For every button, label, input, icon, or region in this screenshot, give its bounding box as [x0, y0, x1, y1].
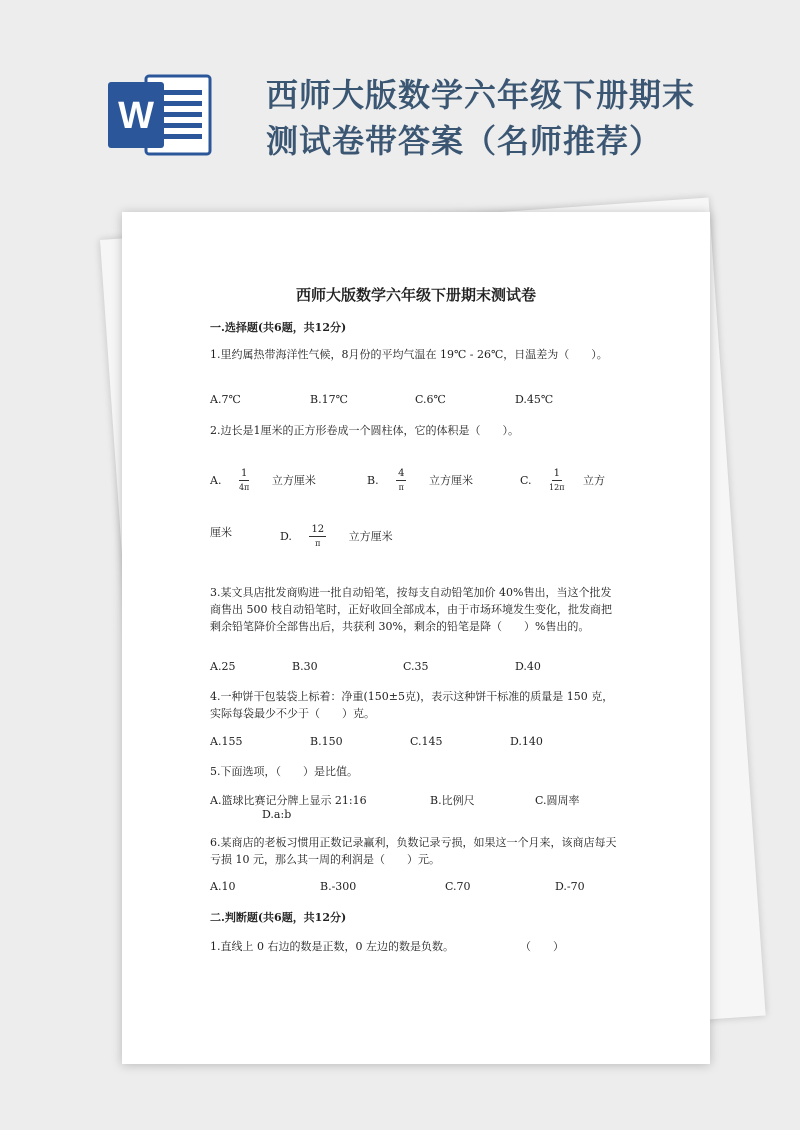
question-1-6: 6.某商店的老板习惯用正数记录赢利，负数记录亏损，如果这一个月来，该商店每天亏损 10 元，那么其一周的利润是（ ）元。 — [210, 836, 617, 866]
q2-c-label: C. — [520, 474, 532, 487]
q1-option-b: B.17℃ — [310, 393, 348, 406]
section1-heading: 一.选择题(共6题，共12分) — [210, 321, 347, 334]
q4-option-b: B.150 — [310, 735, 343, 748]
question-1-4: 4.一种饼干包装袋上标着：净重(150±5克)，表示这种饼干标准的质量是 150 克，实际每袋最少不少于（ ）克。 — [210, 690, 614, 720]
q6-option-a: A.10 — [210, 880, 236, 893]
q3-option-a: A.25 — [210, 660, 236, 673]
q2-a-unit: 立方厘米 — [271, 474, 316, 487]
banner-title-line1: 西师大版数学六年级下册期末 — [266, 76, 696, 114]
q6-option-d: D.-70 — [555, 880, 585, 893]
q2-c-unit-part1: 立方 — [582, 474, 605, 487]
q2-a-label: A. — [210, 474, 222, 487]
q2-d-denominator: π — [315, 539, 321, 548]
q4-option-a: A.155 — [210, 735, 243, 748]
q6-option-c: C.70 — [445, 880, 471, 893]
q2-option-b — [367, 468, 473, 494]
q2-b-unit: 立方厘米 — [428, 474, 473, 487]
q3-option-d: D.40 — [515, 660, 541, 673]
banner-title-line2: 测试卷带答案（名师推荐） — [266, 122, 663, 160]
q1-option-a: A.7℃ — [210, 393, 241, 406]
q1-option-c: C.6℃ — [415, 393, 446, 406]
q5-option-a: A.篮球比赛记分牌上显示 21:16 — [210, 794, 367, 807]
q1-option-d: D.45℃ — [515, 393, 554, 406]
q2-b-denominator: π — [398, 483, 404, 492]
question-1-3: 3.某文具店批发商购进一批自动铅笔，按每支自动铅笔加价 40%售出，当这个批发商售出 500 枝自动铅笔时，正好收回全部成本，由于市场环境发生变化，批发商把剩余铅笔降价全部售出后，共获利 30%，剩余的铅笔是降（ ）%售出的。 — [210, 586, 612, 633]
q3-option-c: C.35 — [403, 660, 429, 673]
q2-c-unit-part2: 厘米 — [210, 526, 232, 539]
q3-option-b: B.30 — [292, 660, 318, 673]
q2-c-fraction — [549, 468, 564, 494]
document-page — [122, 212, 710, 1064]
q6-option-b: B.-300 — [320, 880, 357, 893]
q4-option-c: C.145 — [410, 735, 443, 748]
document-title: 西师大版数学六年级下册期末测试卷 — [295, 286, 536, 304]
question-1-1: 1.里约属热带海洋性气候，8月份的平均气温在 19℃ - 26℃，日温差为（ ）。 — [210, 348, 608, 361]
q2-option-c — [520, 468, 605, 494]
q5-option-b: B.比例尺 — [430, 794, 475, 807]
q2-b-fraction — [396, 468, 406, 494]
question-1-2: 2.边长是1厘米的正方形卷成一个圆柱体，它的体积是（ ）。 — [210, 424, 519, 437]
q2-b-numerator: 4 — [398, 468, 405, 479]
word-document-icon — [108, 70, 212, 160]
question-1-5: 5.下面选项，（ ）是比值。 — [210, 765, 358, 778]
section2-heading: 二.判断题(共6题，共12分) — [210, 911, 347, 924]
q2-option-d — [280, 524, 393, 550]
q2-b-label: B. — [367, 474, 379, 487]
question-2-1-bracket: （ ） — [520, 940, 564, 953]
q5-option-c: C.圆周率 — [535, 794, 580, 807]
q2-a-denominator: 4π — [238, 483, 250, 492]
q2-c-numerator: 1 — [553, 468, 560, 479]
question-2-1: 1.直线上 0 右边的数是正数，0 左边的数是负数。 — [210, 940, 454, 953]
q2-a-numerator: 1 — [240, 468, 248, 479]
q2-option-a — [210, 468, 316, 494]
q2-a-fraction — [239, 468, 249, 494]
q2-d-fraction — [309, 524, 326, 550]
q2-d-unit: 立方厘米 — [348, 530, 393, 543]
banner-title — [266, 72, 786, 164]
q2-d-label: D. — [280, 530, 292, 543]
q5-option-d: D.a:b — [262, 808, 292, 821]
q2-d-numerator: 12 — [311, 524, 325, 535]
word-icon-letter: W — [118, 95, 154, 137]
q4-option-d: D.140 — [510, 735, 543, 748]
q2-c-denominator: 12π — [549, 483, 565, 492]
